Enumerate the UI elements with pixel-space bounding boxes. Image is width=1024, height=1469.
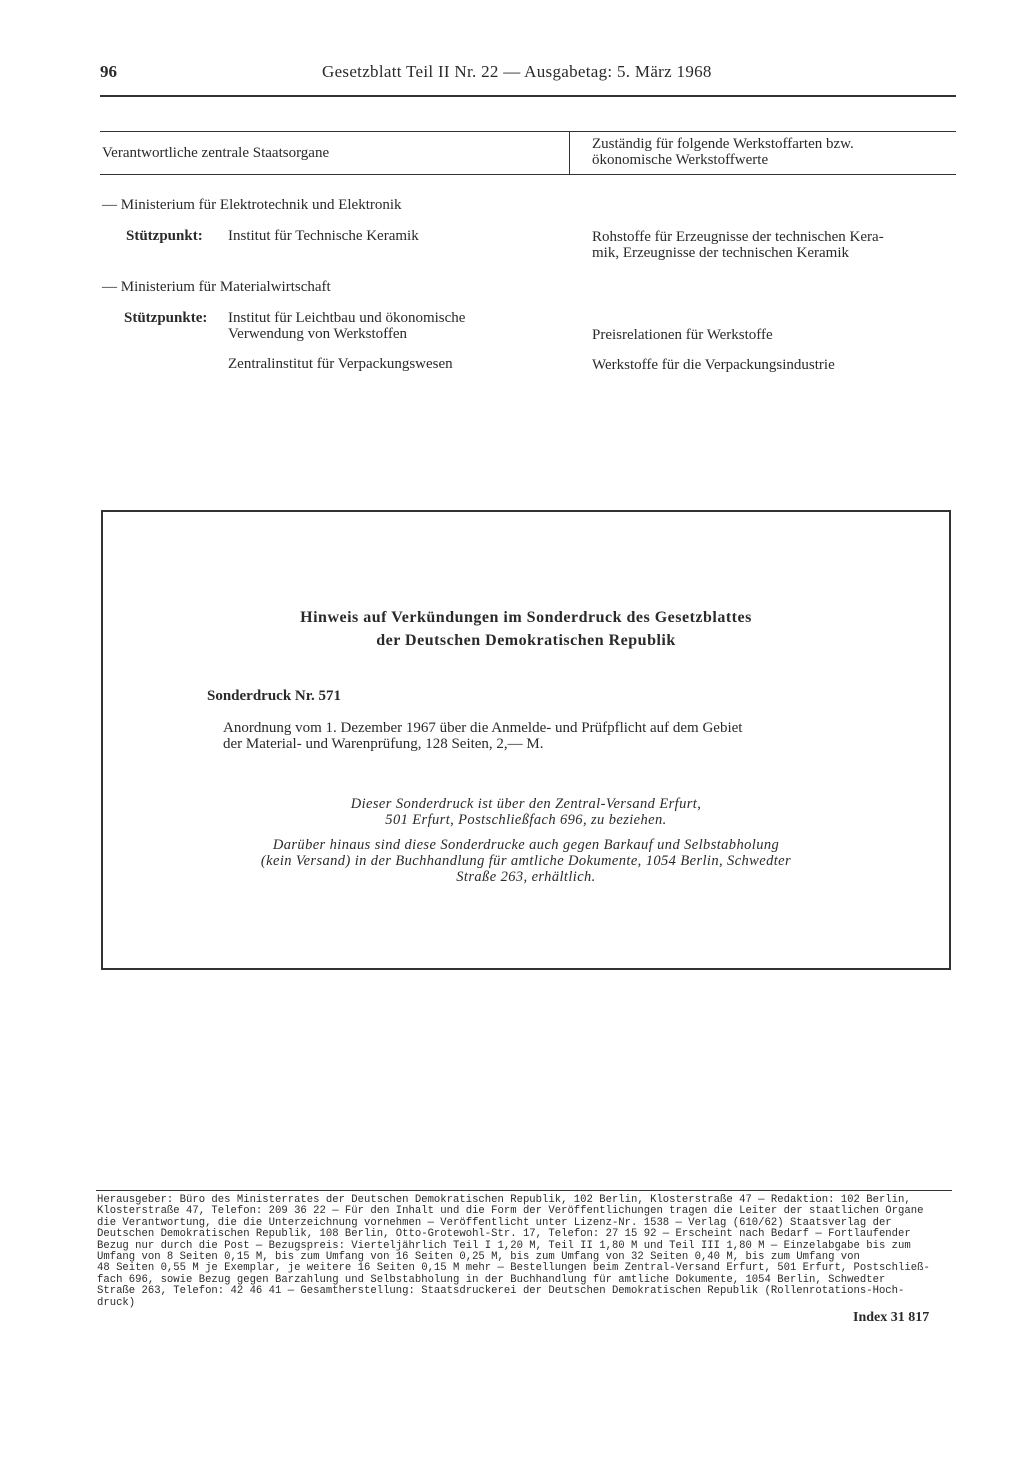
imprint-line: Klosterstraße 47, Telefon: 209 36 22 — Für den Inhalt und die Form der Veröffentlichungen tragen die Leiter der staatlichen Organe (97, 1205, 924, 1218)
stuetzpunkt-value-2-line1: Institut für Leichtbau und ökonomische (228, 310, 466, 326)
sonderdruck-text-line1: Anordnung vom 1. Dezember 1967 über die Anmelde- und Prüfpflicht auf dem Gebiet (223, 720, 743, 736)
imprint-line: Herausgeber: Büro des Ministerrates der Deutschen Demokratischen Republik, 102 Berlin, Klosterstraße 47 — Redaktion: 102 Berlin, (97, 1194, 911, 1206)
material-ceramics-line1: Rohstoffe für Erzeugnisse der technischen Kera- (592, 229, 884, 245)
sonderdruck-text-line2: der Material- und Warenprüfung, 128 Seiten, 2,— M. (223, 736, 544, 752)
imprint-block (97, 1195, 947, 1309)
stuetzpunkt-value-2-line2: Verwendung von Werkstoffen (228, 326, 408, 342)
imprint-line: Straße 263, Telefon: 42 46 41 — Gesamtherstellung: Staatsdruckerei der Deutschen Demokratischen Republik (Rollenrotations-Hoch- (97, 1285, 905, 1298)
distribution-note-line1: Dieser Sonderdruck ist über den Zentral-Versand Erfurt, (350, 796, 702, 812)
purchase-note-line2: (kein Versand) in der Buchhandlung für amtliche Dokumente, 1054 Berlin, Schwedter (260, 853, 792, 869)
index-number: Index 31 817 (853, 1310, 930, 1325)
stuetzpunkt-value-1: Institut für Technische Keramik (228, 228, 419, 244)
distribution-note-line2: 501 Erfurt, Postschließfach 696, zu beziehen. (385, 812, 667, 828)
table-top-rule (100, 131, 956, 132)
purchase-note-line1: Darüber hinaus sind diese Sonderdrucke auch gegen Barkauf und Selbstabholung (272, 837, 780, 853)
header-rule (100, 95, 956, 97)
stuetzpunkt-label-1: Stützpunkt: (126, 228, 203, 244)
imprint-line: Umfang von 8 Seiten 0,15 M, bis zum Umfang von 16 Seiten 0,25 M, bis zum Umfang von 32 Seiten 0,40 M, bis zum Umfang von (97, 1251, 860, 1264)
table-header-bottom-rule (100, 174, 956, 175)
imprint-rule (96, 1190, 952, 1191)
sonderdruck-label: Sonderdruck Nr. 571 (207, 688, 342, 704)
column-header-organs: Verantwortliche zentrale Staatsorgane (102, 145, 330, 161)
notice-title-line2: der Deutschen Demokratischen Republik (376, 632, 676, 649)
stuetzpunkte-label-2: Stützpunkte: (124, 310, 208, 326)
page-number: 96 (100, 62, 117, 81)
column-divider (569, 131, 570, 175)
material-ceramics-line2: mik, Erzeugnisse der technischen Keramik (592, 245, 849, 261)
notice-box (101, 510, 951, 970)
material-price-relations: Preisrelationen für Werkstoffe (592, 327, 773, 343)
ministry-material-economy: — Ministerium für Materialwirtschaft (102, 279, 331, 295)
imprint-line: fach 696, sowie Bezug gegen Barzahlung und Selbstabholung in der Buchhandlung für amtliche Dokumente, 1054 Berlin, Schwedter (97, 1273, 886, 1286)
imprint-line: 48 Seiten 0,55 M je Exemplar, je weitere 16 Seiten 0,15 M mehr — Bestellungen beim Zentral-Versand Erfurt, 501 Erfurt, Postschließ- (97, 1262, 930, 1275)
column-header-materials-line1: Zuständig für folgende Werkstoffarten bzw. (592, 136, 854, 152)
ministry-electrotechnics: — Ministerium für Elektrotechnik und Elektronik (102, 197, 402, 213)
imprint-line: Bezug nur durch die Post — Bezugspreis: Vierteljährlich Teil I 1,20 M, Teil II 1,80 M und Teil III 1,80 M — Einzelabgabe bis zum (97, 1239, 911, 1252)
notice-title-line1: Hinweis auf Verkündungen im Sonderdruck des Gesetzblattes (300, 609, 752, 626)
imprint-line: druck) (97, 1296, 136, 1309)
material-packaging: Werkstoffe für die Verpackungsindustrie (592, 357, 835, 373)
stuetzpunkt-value-3: Zentralinstitut für Verpackungswesen (228, 356, 453, 372)
page-header-title: Gesetzblatt Teil II Nr. 22 — Ausgabetag: 5. März 1968 (322, 62, 712, 81)
column-header-materials-line2: ökonomische Werkstoffwerte (592, 152, 769, 168)
purchase-note-line3: Straße 263, erhältlich. (456, 869, 596, 885)
imprint-line: die Verantwortung, die die Unterzeichnung vornehmen — Veröffentlicht unter Lizenz-Nr. 1538 — Verlag (610/62) Staatsverlag der (97, 1216, 892, 1229)
imprint-line: Deutschen Demokratischen Republik, 108 Berlin, Otto-Grotewohl-Str. 17, Telefon: 27 15 92 — Erscheint nach Bedarf — Fortlaufender (97, 1228, 911, 1241)
